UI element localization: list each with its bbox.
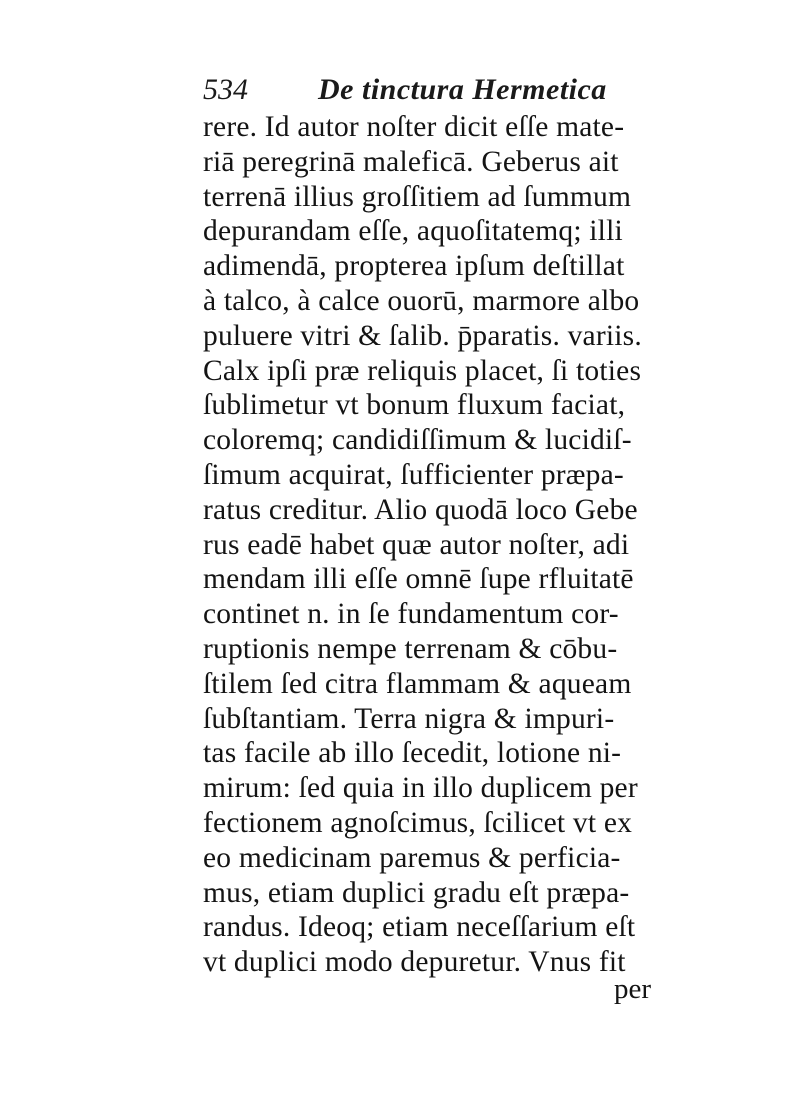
text-line: fectionem agnoſcimus, ſcilicet vt ex <box>203 806 633 839</box>
text-line: Calx ipſi præ reliquis placet, ſi toties <box>203 354 642 387</box>
text-line: adimendā, propterea ipſum deſtillat <box>203 250 625 283</box>
text-line: mirum: ſed quia in illo duplicem per <box>203 772 638 805</box>
text-line: riā peregrinā maleficā. Geberus ait <box>203 145 619 178</box>
text-line: randus. Ideoq; etiam neceſſarium eſt <box>203 911 636 944</box>
text-line: vt duplici modo depuretur. Vnus fit <box>203 946 626 979</box>
text-line: ratus creditur. Alio quodā loco Gebe <box>203 493 638 526</box>
text-line: eo medicinam paremus & perficia- <box>203 841 621 874</box>
text-line: ruptionis nempe terrenam & cōbu- <box>203 632 618 665</box>
text-line: mendam illi eſſe omnē ſupe rfluitatē <box>203 563 634 596</box>
text-line: ſubſtantiam. Terra nigra & impuri- <box>203 702 615 735</box>
text-line: puluere vitri & ſalib. p̄paratis. variis. <box>203 319 642 352</box>
text-line: coloremq; candidiſſimum & lucidiſ- <box>203 424 632 457</box>
text-line: terrenā illius groſſitiem ad ſummum <box>203 180 632 213</box>
body-text <box>203 110 653 980</box>
catchword: per <box>614 973 652 1005</box>
text-line: à talco, à calce ouorū, marmore albo <box>203 284 640 317</box>
running-title: De tinctura Hermetica <box>318 73 607 106</box>
text-line: rus eadē habet quæ autor noſter, adi <box>203 528 630 561</box>
text-line: ſublimetur vt bonum fluxum faciat, <box>203 389 626 422</box>
text-line: mus, etiam duplici gradu eſt præpa- <box>203 876 630 909</box>
text-line: ſtilem ſed citra flammam & aqueam <box>203 667 632 700</box>
text-line: continet n. in ſe fundamentum cor- <box>203 598 619 631</box>
text-line: rere. Id autor noſter dicit eſſe mate- <box>203 111 625 143</box>
text-line: tas facile ab illo ſecedit, lotione ni- <box>203 737 622 770</box>
page-header <box>203 72 633 112</box>
page-number: 534 <box>203 73 248 106</box>
text-line: ſimum acquirat, ſufficienter præpa- <box>203 458 624 491</box>
text-line: depurandam eſſe, aquoſitatemq; illi <box>203 215 623 248</box>
